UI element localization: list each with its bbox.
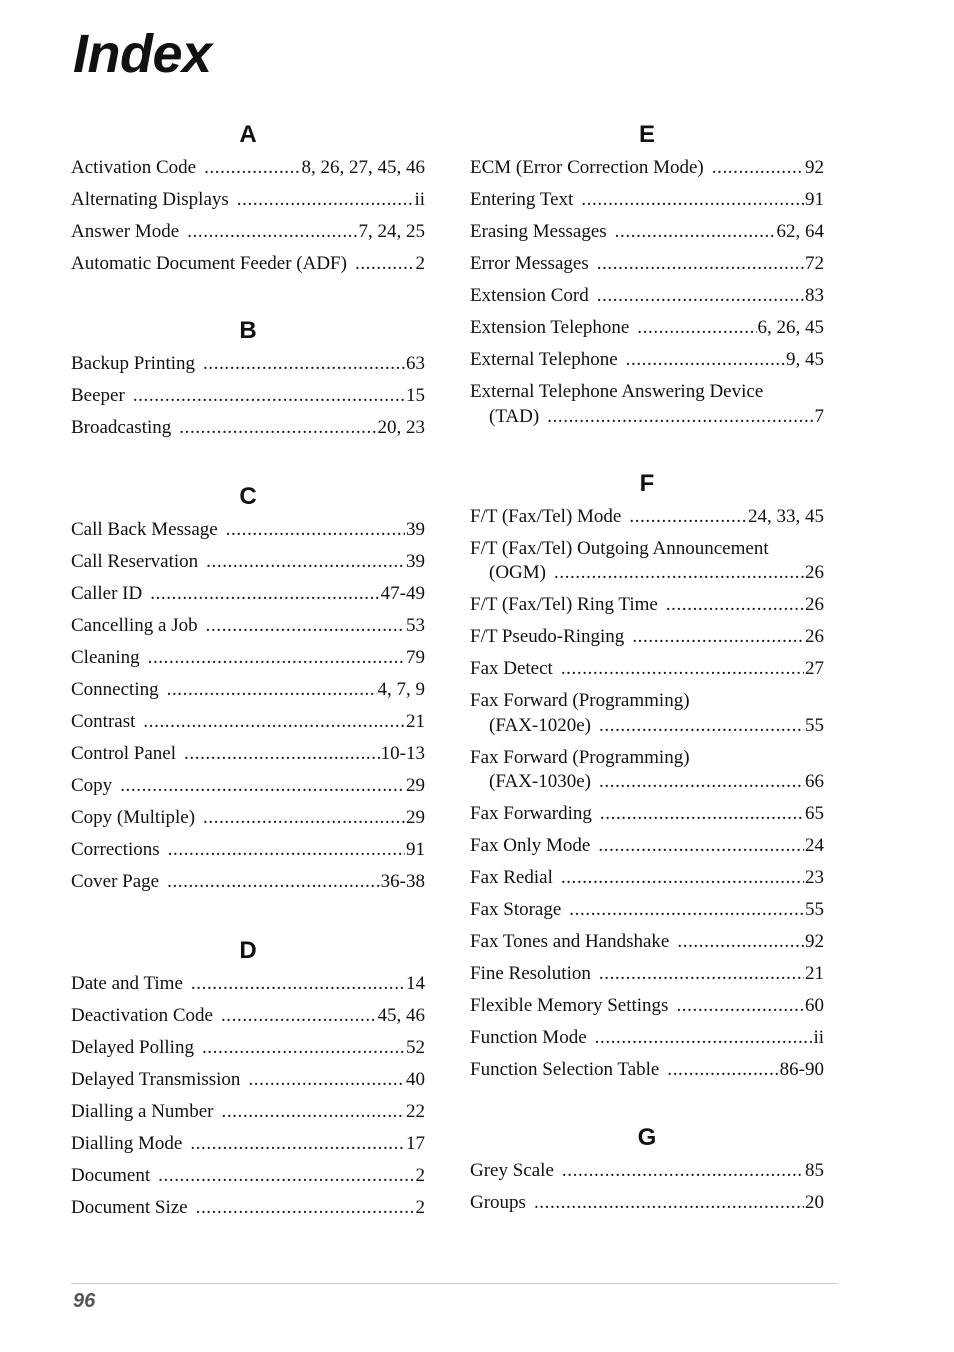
entry-pages: 20 [805, 1192, 824, 1213]
dot-leader [158, 1164, 414, 1189]
index-entry [71, 870, 425, 895]
dot-leader [626, 348, 785, 373]
entry-pages: ii [813, 1027, 824, 1048]
entry-pages: 39 [406, 519, 425, 540]
index-entry [71, 1068, 425, 1093]
dot-leader [206, 614, 405, 639]
entry-pages: 83 [805, 285, 824, 306]
entry-term: Function Selection Table [470, 1059, 660, 1080]
index-entry [71, 742, 425, 767]
entry-term: Connecting [71, 679, 159, 700]
entry-term: Dialling Mode [71, 1133, 183, 1154]
entry-term: Call Reservation [71, 551, 199, 572]
index-entry [71, 972, 425, 997]
entry-term: Fax Forwarding [470, 803, 592, 824]
index-entry [71, 710, 425, 735]
entry-term: Broadcasting [71, 417, 172, 438]
entry-term-continuation: (TAD) [489, 405, 540, 427]
entry-pages: 9, 45 [786, 349, 824, 370]
entry-term: Date and Time [71, 973, 183, 994]
entry-term: Erasing Messages [470, 221, 607, 242]
entry-pages: 7, 24, 25 [358, 221, 425, 242]
dot-leader [167, 678, 377, 703]
dot-leader [629, 505, 747, 530]
index-entry [470, 316, 824, 341]
index-entry [470, 657, 824, 682]
entry-term: Dialling a Number [71, 1101, 214, 1122]
entry-term: Deactivation Code [71, 1005, 213, 1026]
dot-leader [202, 1036, 405, 1061]
index-entry [71, 188, 425, 213]
entry-term-continuation: (FAX-1020e) [489, 714, 592, 736]
entry-term: Call Back Message [71, 519, 218, 540]
index-entry [71, 838, 425, 863]
entry-term: Groups [470, 1192, 526, 1213]
dot-leader [150, 582, 379, 607]
entry-term: Backup Printing [71, 353, 196, 374]
entry-pages: 24, 33, 45 [748, 505, 824, 527]
entry-pages: 7 [814, 405, 824, 427]
index-entry [470, 1159, 824, 1184]
page-number: 96 [73, 1290, 96, 1312]
index-entry [470, 1026, 824, 1051]
entry-pages: 52 [406, 1037, 425, 1058]
dot-leader [677, 930, 804, 955]
entry-pages: 15 [406, 385, 425, 406]
dot-leader [196, 1196, 415, 1221]
entry-pages: 86-90 [779, 1059, 824, 1080]
entry-pages: 66 [805, 771, 824, 792]
entry-term: Fine Resolution [470, 963, 591, 984]
entry-term-continuation: (OGM) [489, 562, 546, 583]
index-entry [470, 380, 824, 429]
entry-term: Fax Only Mode [470, 835, 591, 856]
index-entry [470, 930, 824, 955]
entry-pages: ii [414, 189, 425, 210]
section-spacer [470, 1090, 824, 1123]
entry-term: Control Panel [71, 743, 177, 764]
entry-pages: 55 [805, 899, 824, 920]
index-entry [470, 866, 824, 891]
section-letter: D [239, 937, 257, 964]
index-entry [71, 550, 425, 575]
dot-leader [133, 384, 405, 409]
entry-term: Fax Forward (Programming) [470, 690, 690, 711]
dot-leader [676, 994, 804, 1019]
index-entry [71, 646, 425, 671]
dot-leader [237, 188, 414, 213]
index-entry [470, 898, 824, 923]
entry-pages: 63 [406, 353, 425, 374]
index-entry [470, 962, 824, 987]
dot-leader [615, 220, 776, 245]
dot-leader [599, 962, 804, 987]
dot-leader [547, 405, 813, 430]
entry-pages: 4, 7, 9 [377, 679, 425, 700]
dot-leader [561, 657, 804, 682]
entry-term: Fax Redial [470, 867, 553, 888]
entry-pages: 10-13 [380, 743, 425, 764]
entry-pages: 2 [415, 1197, 425, 1218]
entry-term: Fax Forward (Programming) [470, 746, 690, 768]
entry-list [470, 1159, 824, 1216]
section-letter: G [637, 1124, 657, 1151]
entry-list [71, 352, 425, 441]
dot-leader [599, 714, 804, 739]
entry-pages: 91 [805, 189, 824, 210]
dot-leader [632, 625, 804, 650]
dot-leader [569, 898, 804, 923]
entry-pages: 65 [805, 803, 824, 824]
dot-leader [666, 593, 804, 618]
dot-leader [597, 252, 804, 277]
index-entry [71, 774, 425, 799]
entry-term: Entering Text [470, 189, 574, 210]
dot-leader [167, 870, 380, 895]
index-entry [71, 678, 425, 703]
entry-pages: 39 [406, 551, 425, 572]
dot-leader [561, 866, 804, 891]
entry-term: Extension Cord [470, 285, 589, 306]
entry-pages: 26 [805, 626, 824, 647]
entry-term: Answer Mode [71, 221, 180, 242]
footer-divider [71, 1283, 838, 1284]
entry-pages: 21 [406, 711, 425, 732]
dot-leader [190, 1132, 405, 1157]
entry-pages: 20, 23 [377, 417, 425, 438]
dot-leader [206, 550, 405, 575]
entry-term: Grey Scale [470, 1160, 554, 1181]
entry-pages: 47-49 [380, 583, 425, 604]
entry-term: Cancelling a Job [71, 615, 198, 636]
entry-list [71, 518, 425, 895]
dot-leader [221, 1100, 405, 1125]
entry-pages: 62, 64 [776, 221, 824, 242]
entry-pages: 8, 26, 27, 45, 46 [301, 157, 425, 178]
page-title: Index [73, 24, 212, 84]
dot-leader [598, 834, 804, 859]
section-spacer [71, 448, 425, 482]
entry-term: Corrections [71, 839, 160, 860]
entry-pages: 2 [415, 1165, 425, 1186]
dot-leader [203, 352, 405, 377]
entry-pages: 22 [406, 1101, 425, 1122]
dot-leader [581, 188, 804, 213]
dot-leader [248, 1068, 405, 1093]
index-section-d [71, 936, 425, 1221]
index-entry [470, 1058, 824, 1083]
dot-leader [637, 316, 756, 341]
entry-pages: 60 [805, 995, 824, 1016]
entry-term: Flexible Memory Settings [470, 995, 669, 1016]
index-entry [470, 188, 824, 213]
entry-pages: 55 [805, 714, 824, 736]
index-entry [470, 220, 824, 245]
entry-term: Fax Detect [470, 658, 553, 679]
dot-leader [597, 284, 804, 309]
entry-term: Activation Code [71, 157, 197, 178]
dot-leader [554, 561, 804, 586]
index-entry [470, 1191, 824, 1216]
index-entry [71, 1036, 425, 1061]
index-entry [470, 802, 824, 827]
index-entry [71, 1132, 425, 1157]
entry-term: External Telephone [470, 349, 618, 370]
index-entry [71, 1196, 425, 1221]
entry-pages: 6, 26, 45 [757, 317, 824, 338]
index-entry [470, 505, 824, 530]
index-entry [71, 582, 425, 607]
entry-term: Error Messages [470, 253, 589, 274]
dot-leader [667, 1058, 778, 1083]
entry-term: Function Mode [470, 1027, 587, 1048]
entry-term: Caller ID [71, 583, 143, 604]
entry-pages: 26 [805, 562, 824, 583]
entry-term: F/T (Fax/Tel) Outgoing Announcement [470, 537, 769, 559]
dot-leader [148, 646, 405, 671]
index-section-f [470, 469, 824, 1083]
section-spacer [71, 284, 425, 316]
section-letter: A [239, 121, 257, 148]
entry-term: Beeper [71, 385, 125, 406]
entry-list [71, 156, 425, 277]
entry-list [470, 505, 824, 1083]
index-section-c [71, 482, 425, 895]
section-letter: B [239, 317, 257, 344]
entry-term: F/T Pseudo-Ringing [470, 626, 625, 647]
dot-leader [168, 838, 405, 863]
index-entry [470, 834, 824, 859]
entry-pages: 45, 46 [377, 1005, 425, 1026]
dot-leader [595, 1026, 813, 1051]
entry-pages: 14 [406, 973, 425, 994]
entry-term: Delayed Polling [71, 1037, 194, 1058]
index-entry [71, 1004, 425, 1029]
section-letter: F [639, 469, 655, 497]
index-entry [71, 1100, 425, 1125]
entry-term: Fax Tones and Handshake [470, 931, 670, 952]
entry-pages: 2 [415, 253, 425, 274]
index-entry [470, 994, 824, 1019]
entry-pages: 26 [805, 594, 824, 615]
dot-leader [226, 518, 405, 543]
dot-leader [712, 156, 804, 181]
entry-term: Delayed Transmission [71, 1069, 241, 1090]
entry-list [71, 972, 425, 1221]
entry-pages: 21 [805, 963, 824, 984]
section-letter: E [638, 121, 655, 148]
index-entry [71, 806, 425, 831]
entry-term: Cover Page [71, 871, 160, 892]
index-entry [470, 689, 824, 738]
entry-pages: 79 [406, 647, 425, 668]
entry-term: Document [71, 1165, 151, 1186]
entry-term-continuation: (FAX-1030e) [489, 771, 592, 792]
index-entry [71, 252, 425, 277]
index-entry [470, 746, 824, 795]
dot-leader [562, 1159, 804, 1184]
section-letter: C [239, 483, 257, 510]
entry-term: ECM (Error Correction Mode) [470, 157, 704, 178]
entry-term: Extension Telephone [470, 317, 630, 338]
entry-pages: 72 [805, 253, 824, 274]
index-entry [71, 1164, 425, 1189]
dot-leader [221, 1004, 377, 1029]
entry-pages: 91 [406, 839, 425, 860]
index-entry [470, 537, 824, 586]
entry-pages: 29 [406, 807, 425, 828]
entry-pages: 85 [805, 1160, 824, 1181]
index-column-right [470, 120, 824, 1223]
index-entry [470, 593, 824, 618]
index-entry [470, 252, 824, 277]
dot-leader [204, 156, 300, 181]
entry-pages: 40 [406, 1069, 425, 1090]
entry-pages: 36-38 [380, 871, 425, 892]
entry-list [470, 156, 824, 429]
entry-pages: 92 [805, 157, 824, 178]
entry-term: External Telephone Answering Device [470, 381, 764, 402]
entry-term: F/T (Fax/Tel) Mode [470, 505, 622, 527]
entry-pages: 53 [406, 615, 425, 636]
index-entry [71, 518, 425, 543]
index-entry [470, 284, 824, 309]
dot-leader [534, 1191, 804, 1216]
index-section-e [470, 120, 824, 429]
index-entry [71, 416, 425, 441]
entry-term: Copy (Multiple) [71, 807, 196, 828]
entry-term: Automatic Document Feeder (ADF) [71, 253, 347, 274]
index-entry [470, 156, 824, 181]
entry-pages: 29 [406, 775, 425, 796]
dot-leader [187, 220, 357, 245]
entry-term: Contrast [71, 711, 136, 732]
entry-term: Document Size [71, 1197, 188, 1218]
dot-leader [599, 770, 804, 795]
entry-pages: 24 [805, 835, 824, 856]
index-section-b [71, 316, 425, 441]
entry-pages: 27 [805, 658, 824, 679]
entry-term: Alternating Displays [71, 189, 229, 210]
index-column-left [71, 120, 425, 1228]
index-section-a [71, 120, 425, 277]
entry-pages: 23 [805, 867, 824, 888]
section-spacer [71, 902, 425, 936]
index-section-g [470, 1123, 824, 1216]
dot-leader [191, 972, 405, 997]
entry-pages: 92 [805, 931, 824, 952]
dot-leader [355, 252, 415, 277]
dot-leader [143, 710, 405, 735]
index-entry [470, 625, 824, 650]
index-entry [71, 614, 425, 639]
entry-pages: 17 [406, 1133, 425, 1154]
entry-term: F/T (Fax/Tel) Ring Time [470, 594, 658, 615]
entry-term: Fax Storage [470, 899, 562, 920]
dot-leader [184, 742, 380, 767]
dot-leader [600, 802, 804, 827]
index-entry [71, 384, 425, 409]
entry-term: Copy [71, 775, 113, 796]
index-entry [71, 352, 425, 377]
index-entry [71, 156, 425, 181]
dot-leader [203, 806, 405, 831]
dot-leader [120, 774, 405, 799]
entry-term: Cleaning [71, 647, 140, 668]
index-entry [470, 348, 824, 373]
section-spacer [470, 437, 824, 469]
dot-leader [179, 416, 376, 441]
index-entry [71, 220, 425, 245]
